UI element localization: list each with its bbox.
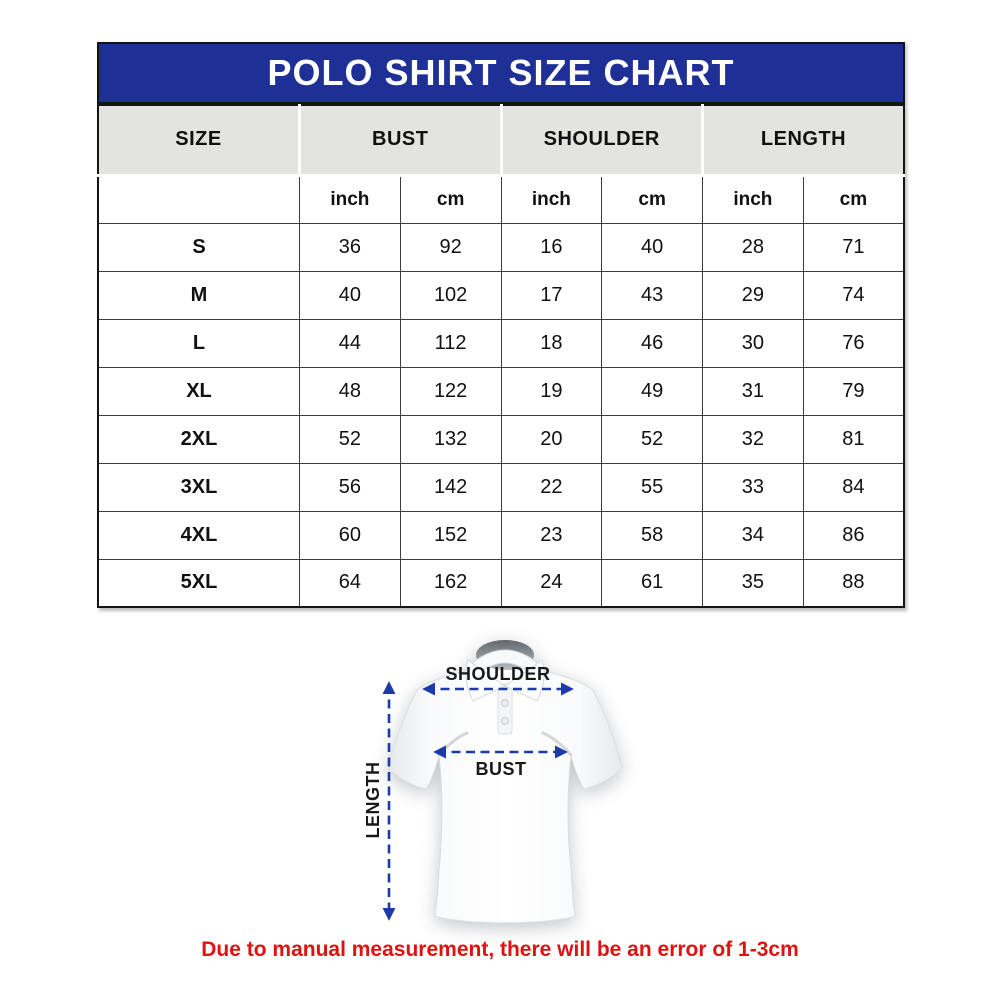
- unit-length-inch: inch: [703, 175, 804, 223]
- cell-shoulder-cm: 40: [602, 223, 703, 271]
- polo-shirt-measurement-diagram: [338, 628, 670, 948]
- measurement-error-note: Due to manual measurement, there will be an error of 1-3cm: [201, 938, 799, 961]
- unit-empty-cell: [98, 175, 300, 223]
- cell-length-cm: 74: [803, 271, 904, 319]
- cell-shoulder-inch: 24: [501, 559, 602, 607]
- button-top: [502, 700, 509, 707]
- cell-length-cm: 79: [803, 367, 904, 415]
- cell-shoulder-inch: 22: [501, 463, 602, 511]
- unit-bust-cm: cm: [400, 175, 501, 223]
- shoulder-label: SHOULDER: [445, 664, 551, 684]
- cell-bust-inch: 36: [300, 223, 401, 271]
- cell-bust-inch: 44: [300, 319, 401, 367]
- cell-shoulder-inch: 18: [501, 319, 602, 367]
- cell-shoulder-inch: 20: [501, 415, 602, 463]
- table-row-2xl: [98, 415, 904, 463]
- cell-size: S: [98, 223, 300, 271]
- group-header-row: [98, 105, 904, 175]
- table-row-m: [98, 271, 904, 319]
- cell-length-inch: 32: [703, 415, 804, 463]
- cell-bust-inch: 56: [300, 463, 401, 511]
- cell-length-inch: 29: [703, 271, 804, 319]
- cell-length-cm: 71: [803, 223, 904, 271]
- header-shoulder: SHOULDER: [501, 105, 703, 175]
- unit-length-cm: cm: [803, 175, 904, 223]
- cell-bust-cm: 142: [400, 463, 501, 511]
- cell-size: M: [98, 271, 300, 319]
- chart-title-banner: [97, 42, 905, 104]
- cell-shoulder-cm: 61: [602, 559, 703, 607]
- cell-shoulder-cm: 43: [602, 271, 703, 319]
- unit-header-row: [98, 175, 904, 223]
- cell-bust-cm: 102: [400, 271, 501, 319]
- cell-size: 3XL: [98, 463, 300, 511]
- bust-label: BUST: [475, 759, 527, 779]
- cell-length-inch: 30: [703, 319, 804, 367]
- table-row-5xl: [98, 559, 904, 607]
- cell-bust-cm: 92: [400, 223, 501, 271]
- cell-bust-cm: 122: [400, 367, 501, 415]
- unit-shoulder-cm: cm: [602, 175, 703, 223]
- cell-size: 4XL: [98, 511, 300, 559]
- cell-length-cm: 81: [803, 415, 904, 463]
- cell-bust-cm: 112: [400, 319, 501, 367]
- cell-shoulder-inch: 23: [501, 511, 602, 559]
- header-size: SIZE: [98, 105, 300, 175]
- cell-length-cm: 88: [803, 559, 904, 607]
- size-chart-table: [97, 104, 905, 608]
- button-bottom: [502, 718, 509, 725]
- cell-length-inch: 35: [703, 559, 804, 607]
- cell-size: XL: [98, 367, 300, 415]
- cell-bust-inch: 60: [300, 511, 401, 559]
- unit-shoulder-inch: inch: [501, 175, 602, 223]
- cell-bust-inch: 48: [300, 367, 401, 415]
- unit-bust-inch: inch: [300, 175, 401, 223]
- cell-length-inch: 31: [703, 367, 804, 415]
- cell-length-inch: 28: [703, 223, 804, 271]
- cell-bust-inch: 52: [300, 415, 401, 463]
- cell-length-cm: 84: [803, 463, 904, 511]
- cell-length-cm: 76: [803, 319, 904, 367]
- header-length: LENGTH: [703, 105, 905, 175]
- cell-size: 5XL: [98, 559, 300, 607]
- cell-shoulder-cm: 52: [602, 415, 703, 463]
- cell-bust-inch: 40: [300, 271, 401, 319]
- placket: [498, 684, 512, 734]
- cell-shoulder-inch: 17: [501, 271, 602, 319]
- cell-size: 2XL: [98, 415, 300, 463]
- cell-bust-cm: 132: [400, 415, 501, 463]
- cell-shoulder-cm: 58: [602, 511, 703, 559]
- table-row-3xl: [98, 463, 904, 511]
- table-row-4xl: [98, 511, 904, 559]
- table-row-xl: [98, 367, 904, 415]
- cell-shoulder-inch: 19: [501, 367, 602, 415]
- cell-shoulder-inch: 16: [501, 223, 602, 271]
- cell-length-cm: 86: [803, 511, 904, 559]
- cell-bust-cm: 162: [400, 559, 501, 607]
- cell-shoulder-cm: 55: [602, 463, 703, 511]
- cell-length-inch: 33: [703, 463, 804, 511]
- table-row-s: [98, 223, 904, 271]
- cell-shoulder-cm: 49: [602, 367, 703, 415]
- cell-size: L: [98, 319, 300, 367]
- page-title: POLO SHIRT SIZE CHART: [267, 52, 735, 93]
- header-bust: BUST: [300, 105, 502, 175]
- cell-shoulder-cm: 46: [602, 319, 703, 367]
- cell-length-inch: 34: [703, 511, 804, 559]
- cell-bust-inch: 64: [300, 559, 401, 607]
- cell-bust-cm: 152: [400, 511, 501, 559]
- table-row-l: [98, 319, 904, 367]
- length-label: LENGTH: [363, 761, 383, 839]
